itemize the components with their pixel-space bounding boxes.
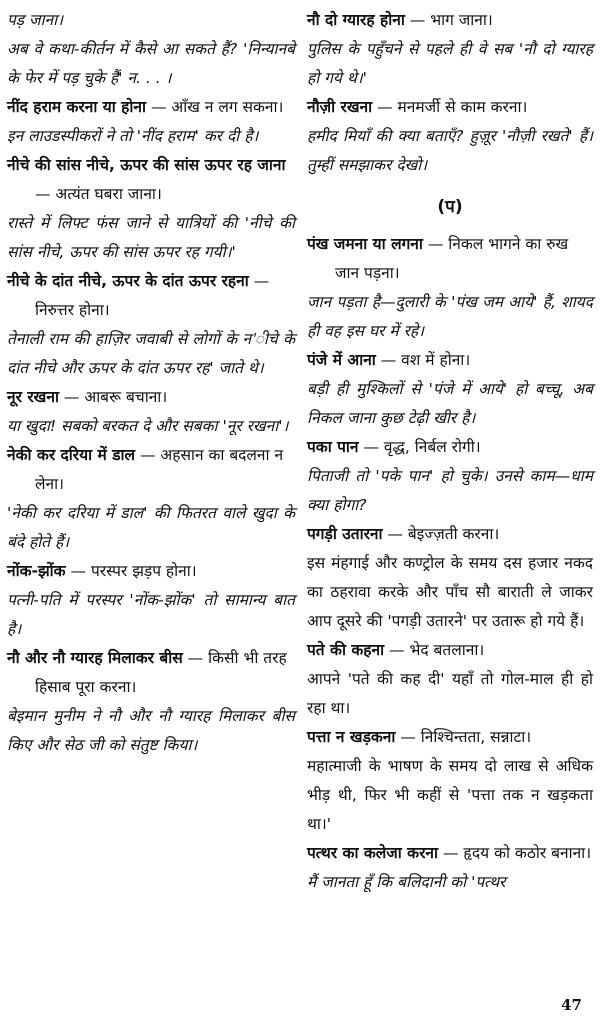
idiom-headword: नौज़ी रखना: [307, 98, 373, 116]
idiom-meaning: — परस्पर झड़प होना।: [65, 562, 197, 580]
idiom-entry: [7, 93, 295, 122]
left-column: [7, 6, 295, 760]
idiom-meaning: — वृद्ध, निर्बल रोगी।: [358, 438, 481, 456]
idiom-entry: [307, 6, 593, 35]
usage-example: हमीद मियाँ की क्या बताएँ? हुज़ूर 'नौज़ी रखते' हैं। तुम्हीं समझाकर देखो।: [307, 127, 593, 174]
idiom-meaning: — वश में होना।: [375, 351, 471, 369]
idiom-meaning: — हृदय को कठोर बनाना।: [438, 844, 592, 862]
idiom-headword: नौ दो ग्यारह होना: [307, 11, 405, 29]
idiom-meaning: — निकल भागने का रुख जान पड़ना।: [335, 235, 569, 282]
idiom-entry: [307, 723, 593, 752]
idiom-entry: [307, 433, 593, 462]
idiom-entry: [7, 267, 295, 325]
idiom-headword: नूर रखना: [7, 388, 59, 406]
idiom-entry: [7, 441, 295, 499]
usage-example: इस मंहगाई और कण्ट्रोल के समय दस हजार नकद का ठहरावा करके और पाँच सौ बाराती ले जाकर आप दूसरे की 'पगड़ी उतारने' पर उतारू हो गये हैं।: [307, 554, 593, 630]
idiom-headword: नेकी कर दरिया में डाल: [7, 446, 136, 464]
usage-example: बड़ी ही मुश्किलों से 'पंजे में आये' हो बच्चू, अब निकल जाना कुछ टेढ़ी खीर है।: [307, 380, 593, 427]
usage-example: पत्नी-पति में परस्पर 'नोंक-झोंक' तो सामान्य बात है।: [7, 591, 295, 638]
idiom-headword: पत्ता न खड़कना: [307, 728, 396, 746]
right-column: [307, 6, 593, 897]
usage-example: बेइमान मुनीम ने नौ और नौ ग्यारह मिलाकर बीस किए और सेठ जी को संतुष्ट किया।: [7, 707, 295, 754]
idiom-headword: पका पान: [307, 438, 359, 456]
idiom-headword: पगड़ी उतारना: [307, 525, 383, 543]
idiom-meaning: — बेइज्ज़ती करना।: [382, 525, 500, 543]
usage-example: आपने 'पते की कह दी' यहाँ तो गोल-माल ही हो रहा था।: [307, 670, 593, 717]
idiom-headword: नौ और नौ ग्यारह मिलाकर बीस: [7, 649, 183, 667]
idiom-entry: [307, 93, 593, 122]
idiom-meaning: — अत्यंत घबरा जाना।: [35, 185, 162, 203]
idiom-meaning: — निरुत्तर होना।: [35, 272, 270, 319]
idiom-entry: [7, 151, 295, 209]
usage-example: 'नेकी कर दरिया में डाल' की फितरत वाले खुदा के बंदे होते हैं।: [7, 504, 295, 551]
usage-example: पिताजी तो 'पके पान' हो चुके। उनसे काम—धाम क्या होगा?: [307, 467, 593, 514]
usage-example: पड़ जाना।: [7, 11, 64, 29]
usage-example: पुलिस के पहुँचने से पहले ही वे सब 'नौ दो ग्यारह हो गये थे।': [307, 40, 593, 87]
idiom-meaning: — आबरू बचाना।: [58, 388, 168, 406]
idiom-entry: [7, 644, 295, 702]
idiom-headword: पते की कहना: [307, 641, 385, 659]
usage-example: जान पड़ता है—दुलारी के 'पंख जम आये' हैं, शायद ही वह इस घर में रहे।: [307, 293, 593, 340]
idiom-meaning: — भेद बतलाना।: [384, 641, 485, 659]
idiom-meaning: — मनमर्जी से काम करना।: [372, 98, 528, 116]
usage-example: महात्माजी के भाषण के समय दो लाख से अधिक भीड़ थी, फिर भी कहीं से 'पत्ता तक न खड़कता था।': [307, 757, 593, 833]
section-heading: (प): [437, 197, 463, 217]
idiom-entry: [307, 230, 593, 288]
usage-example: रास्ते में लिफ्ट फंस जाने से यात्रियों की 'नीचे की सांस नीचे, ऊपर की सांस ऊपर रह गयी।': [7, 214, 295, 261]
idiom-entry: [307, 346, 593, 375]
usage-example: इन लाउडस्पीकरों ने तो 'नींद हराम' कर दी है।: [7, 127, 259, 145]
idiom-meaning: — आँख न लग सकना।: [146, 98, 284, 116]
idiom-meaning: — किसी भी तरह हिसाब पूरा करना।: [35, 649, 287, 696]
idiom-headword: नीचे की सांस नीचे, ऊपर की सांस ऊपर रह जाना: [7, 156, 286, 174]
idiom-headword: पंजे में आना: [307, 351, 376, 369]
idiom-entry: [307, 520, 593, 549]
idiom-meaning: — भाग जाना।: [404, 11, 493, 29]
usage-example: अब वे कथा-कीर्तन में कैसे आ सकते हैं? 'निन्यानबे के फेर में पड़ चुके हैं' न. . . ।: [7, 40, 295, 87]
page-number: 47: [561, 996, 582, 1014]
idiom-entry: [7, 557, 295, 586]
idiom-entry: [307, 636, 593, 665]
idiom-headword: नोंक-झोंक: [7, 562, 66, 580]
idiom-meaning: — अहसान का बदलना न लेना।: [35, 446, 284, 493]
usage-example: या खुदा! सबको बरकत दे और सबका 'नूर रखना'।: [7, 417, 289, 435]
idiom-entry: [7, 383, 295, 412]
usage-example: तेनाली राम की हाज़िर जवाबी से लोगों के न'ीचे के दांत नीचे और ऊपर के दांत ऊपर रह' जाते थे।: [7, 330, 295, 377]
idiom-headword: नीचे के दांत नीचे, ऊपर के दांत ऊपर रहना: [7, 272, 249, 290]
idiom-headword: नींद हराम करना या होना: [7, 98, 147, 116]
idiom-headword: पंख जमना या लगना: [307, 235, 423, 253]
idiom-entry: [307, 839, 593, 868]
usage-example: मैं जानता हूँ कि बलिदानी को 'पत्थर: [307, 873, 506, 891]
idiom-headword: पत्थर का कलेजा करना: [307, 844, 439, 862]
idiom-meaning: — निश्चिन्तता, सन्नाटा।: [395, 728, 532, 746]
